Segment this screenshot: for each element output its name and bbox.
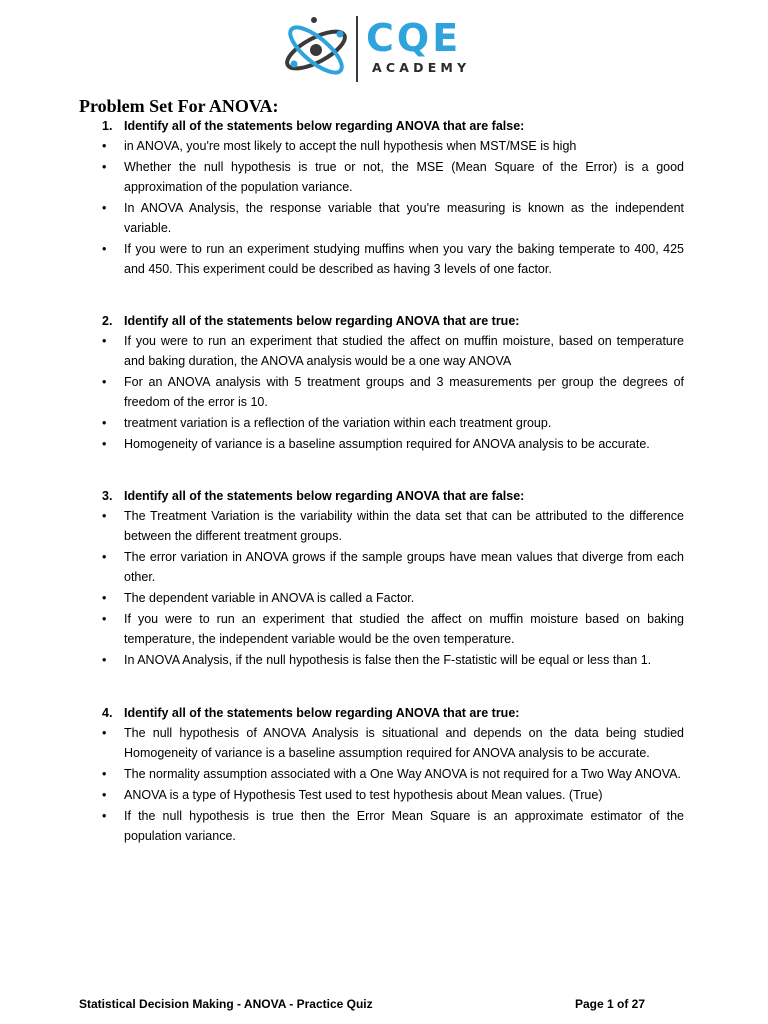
document-title: Problem Set For ANOVA: (79, 96, 279, 116)
question-prompt: Identify all of the statements below regarding ANOVA that are true: (124, 314, 520, 328)
question-3 (0, 486, 768, 671)
question-number: 3. (102, 489, 113, 503)
statement-item (0, 239, 768, 279)
statement-text: If you were to run an experiment studying muffins when you vary the baking temperate to 400, 425 and 450. This experiment could be described as having 3 levels of one factor. (124, 242, 684, 276)
statement-text: Homogeneity of variance is a baseline assumption required for ANOVA analysis to be accurate. (124, 437, 650, 451)
logo-text: CQE (366, 16, 462, 60)
statement-item (0, 372, 768, 412)
statement-list (0, 331, 768, 454)
bullet-icon: • (102, 509, 107, 523)
statement-item (0, 785, 768, 805)
question-prompt: Identify all of the statements below regarding ANOVA that are false: (124, 119, 525, 133)
statement-text: If you were to run an experiment that studied the affect on muffin moisture based on baking temperature, the independent variable would be the oven temperature. (124, 612, 684, 646)
statement-item (0, 413, 768, 433)
question-prompt: Identify all of the statements below regarding ANOVA that are true: (124, 706, 520, 720)
atom-icon (280, 12, 356, 84)
bullet-icon: • (102, 242, 107, 256)
statement-text: The error variation in ANOVA grows if the sample groups have mean values that diverge from each other. (124, 550, 684, 584)
statement-text: In ANOVA Analysis, the response variable that you're measuring is known as the independent variable. (124, 201, 684, 235)
statement-item (0, 157, 768, 197)
question-1 (0, 116, 768, 280)
statement-item (0, 331, 768, 371)
statement-text: The normality assumption associated with a One Way ANOVA is not required for a Two Way ANOVA. (124, 767, 681, 781)
statement-text: The null hypothesis of ANOVA Analysis is situational and depends on the data being studied Homogeneity of variance is a baseline assumption required for ANOVA analysis to be accurate. (124, 726, 684, 760)
bullet-icon: • (102, 160, 107, 174)
statement-item (0, 650, 768, 670)
statement-item (0, 723, 768, 763)
statement-item (0, 547, 768, 587)
statement-item (0, 198, 768, 238)
statement-item (0, 588, 768, 608)
statement-text: The Treatment Variation is the variability within the data set that can be attributed to the difference between the different treatment groups. (124, 509, 684, 543)
bullet-icon: • (102, 437, 107, 451)
statement-item (0, 764, 768, 784)
statement-list (0, 506, 768, 670)
cqe-academy-logo (280, 12, 490, 84)
statement-text: treatment variation is a reflection of the variation within each treatment group. (124, 416, 552, 430)
bullet-icon: • (102, 767, 107, 781)
statement-text: If you were to run an experiment that studied the affect on muffin moisture, based on temperature and baking duration, the ANOVA analysis would be a one way ANOVA (124, 334, 684, 368)
logo-subtext: ACADEMY (372, 60, 471, 75)
question-number: 1. (102, 119, 113, 133)
bullet-icon: • (102, 809, 107, 823)
statement-list (0, 723, 768, 846)
bullet-icon: • (102, 139, 107, 153)
logo-divider (356, 16, 358, 82)
statement-text: Whether the null hypothesis is true or not, the MSE (Mean Square of the Error) is a good approximation of the population variance. (124, 160, 684, 194)
statement-text: If the null hypothesis is true then the Error Mean Square is an approximate estimator of the population variance. (124, 809, 684, 843)
statement-item (0, 609, 768, 649)
bullet-icon: • (102, 726, 107, 740)
statement-text: ANOVA is a type of Hypothesis Test used to test hypothesis about Mean values. (True) (124, 788, 603, 802)
statement-item (0, 506, 768, 546)
bullet-icon: • (102, 591, 107, 605)
statement-item (0, 434, 768, 454)
statement-text: The dependent variable in ANOVA is called a Factor. (124, 591, 415, 605)
statement-item (0, 136, 768, 156)
bullet-icon: • (102, 416, 107, 430)
question-number: 4. (102, 706, 113, 720)
statement-list (0, 136, 768, 279)
bullet-icon: • (102, 201, 107, 215)
statement-item (0, 806, 768, 846)
question-number: 2. (102, 314, 113, 328)
bullet-icon: • (102, 653, 107, 667)
footer-document-title: Statistical Decision Making - ANOVA - Practice Quiz (79, 997, 373, 1011)
statement-text: In ANOVA Analysis, if the null hypothesis is false then the F-statistic will be equal or less than 1. (124, 653, 652, 667)
bullet-icon: • (102, 788, 107, 802)
question-4 (0, 703, 768, 847)
question-prompt: Identify all of the statements below regarding ANOVA that are false: (124, 489, 525, 503)
bullet-icon: • (102, 334, 107, 348)
statement-text: For an ANOVA analysis with 5 treatment groups and 3 measurements per group the degrees of freedom of the error is 10. (124, 375, 684, 409)
bullet-icon: • (102, 612, 107, 626)
bullet-icon: • (102, 375, 107, 389)
question-2 (0, 311, 768, 455)
footer-page-number: Page 1 of 27 (575, 997, 646, 1011)
bullet-icon: • (102, 550, 107, 564)
statement-text: in ANOVA, you're most likely to accept the null hypothesis when MST/MSE is high (124, 139, 577, 153)
